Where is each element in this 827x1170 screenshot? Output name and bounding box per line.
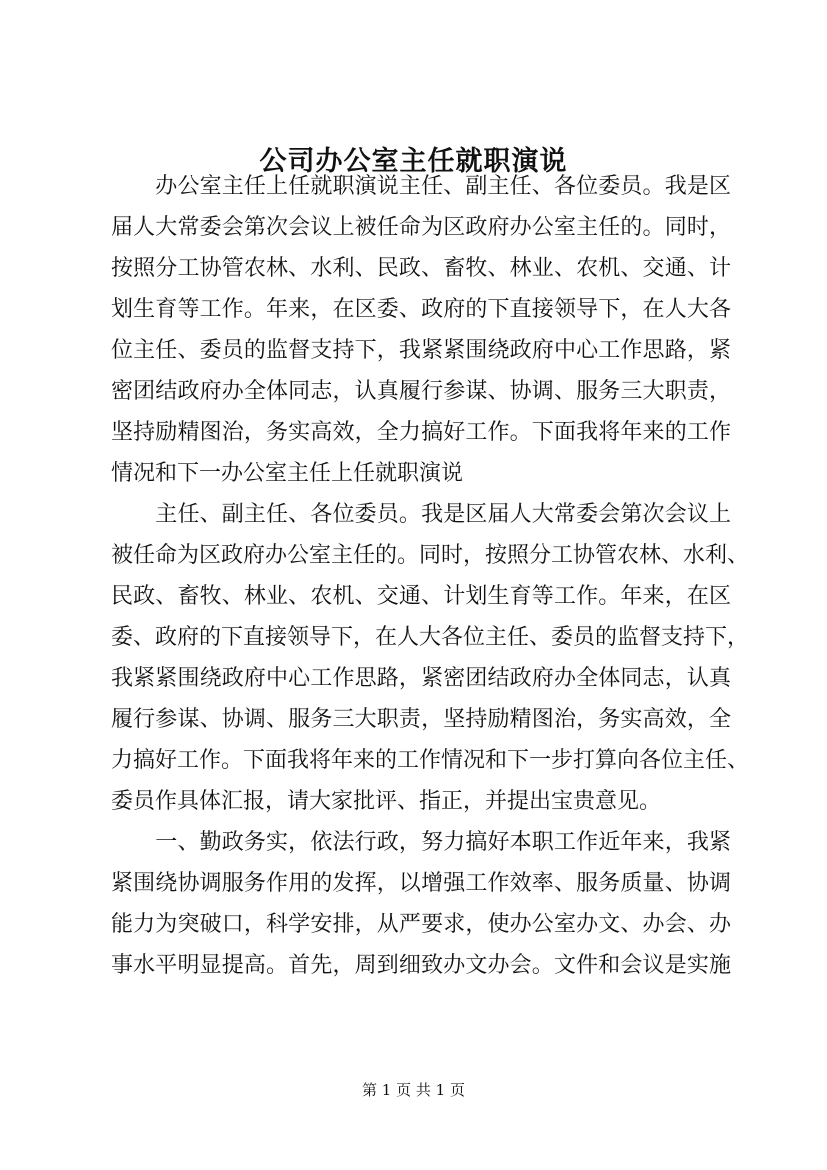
text-line: 事水平明显提高。首先，周到细致办文办会。文件和会议是实施 (111, 953, 731, 978)
paragraph-1 (111, 166, 731, 494)
text-line: 履行参谋、协调、服务三大职责，坚持励精图治，务实高效，全 (111, 707, 731, 732)
text-line: 能力为突破口，科学安排，从严要求，使办公室办文、办会、办 (111, 912, 731, 937)
document-body (111, 166, 750, 986)
document-title: 公司办公室主任就职演说 (259, 146, 568, 177)
text-line: 力搞好工作。下面我将年来的工作情况和下一步打算向各位主任、 (111, 748, 750, 773)
text-line: 坚持励精图治，务实高效，全力搞好工作。下面我将年来的工作 (111, 420, 731, 445)
text-line: 位主任、委员的监督支持下，我紧紧围绕政府中心工作思路，紧 (111, 338, 731, 363)
text-line: 被任命为区政府办公室主任的。同时，按照分工协管农林、水利、 (111, 543, 750, 568)
text-line: 届人大常委会第次会议上被任命为区政府办公室主任的。同时， (111, 215, 731, 240)
text-line: 主任、副主任、各位委员。我是区届人大常委会第次会议上 (111, 502, 731, 527)
text-line: 我紧紧围绕政府中心工作思路，紧密团结政府办全体同志，认真 (111, 666, 731, 691)
text-line: 紧围绕协调服务作用的发挥，以增强工作效率、服务质量、协调 (111, 871, 731, 896)
text-line: 一、勤政务实，依法行政，努力搞好本职工作近年来，我紧 (111, 830, 731, 855)
text-line: 办公室主任上任就职演说主任、副主任、各位委员。我是区 (111, 174, 731, 199)
text-line: 按照分工协管农林、水利、民政、畜牧、林业、农机、交通、计 (111, 256, 731, 281)
paragraph-2 (111, 494, 750, 822)
text-line: 民政、畜牧、林业、农机、交通、计划生育等工作。年来，在区 (111, 584, 731, 609)
text-line: 密团结政府办全体同志，认真履行参谋、协调、服务三大职责， (111, 379, 731, 404)
text-line: 划生育等工作。年来，在区委、政府的下直接领导下，在人大各 (111, 297, 731, 322)
text-line: 情况和下一办公室主任上任就职演说 (111, 461, 464, 486)
paragraph-3 (111, 822, 731, 986)
text-line: 委、政府的下直接领导下，在人大各位主任、委员的监督支持下， (111, 625, 750, 650)
text-line: 委员作具体汇报，请大家批评、指正，并提出宝贵意见。 (111, 789, 662, 814)
page-footer: 第 1 页 共 1 页 (362, 1081, 465, 1099)
